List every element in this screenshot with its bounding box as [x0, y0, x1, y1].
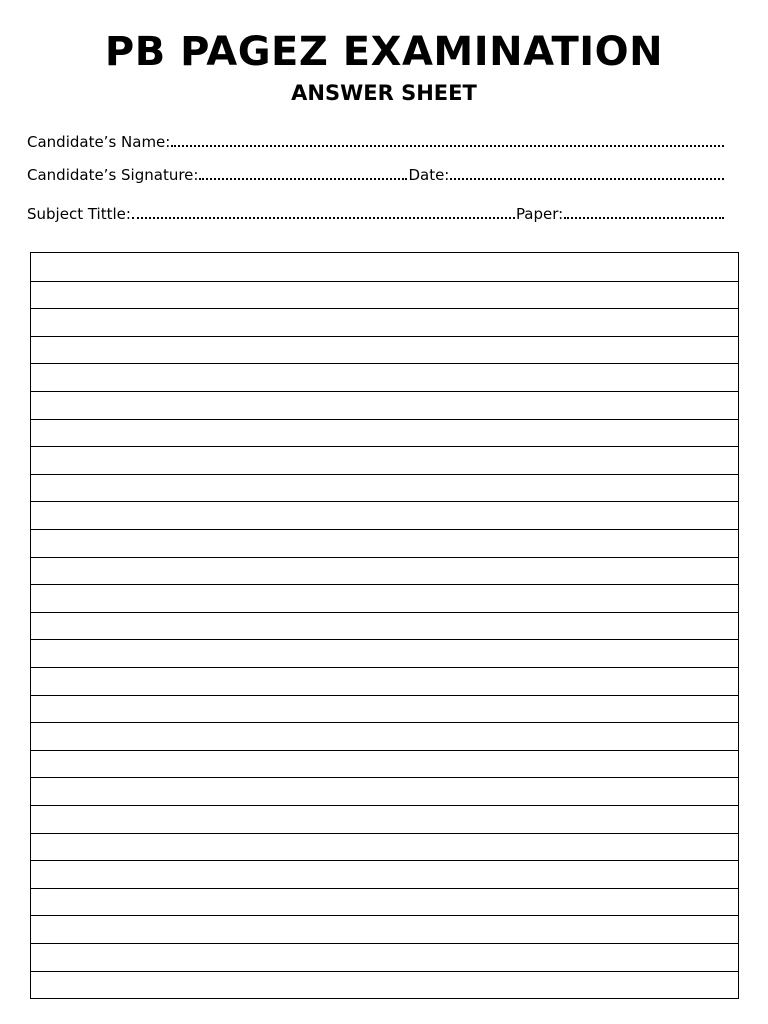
date-blank[interactable] — [450, 178, 724, 180]
ruled-line — [31, 943, 738, 944]
ruled-line — [31, 336, 738, 337]
subject-title-label: Subject Tittle: — [27, 205, 131, 223]
paper-label: Paper: — [515, 205, 564, 223]
ruled-line — [31, 860, 738, 861]
ruled-line — [31, 584, 738, 585]
candidate-signature-blank[interactable] — [199, 178, 407, 180]
ruled-line — [31, 695, 738, 696]
ruled-line — [31, 971, 738, 972]
paper-blank[interactable] — [564, 217, 724, 219]
ruled-line — [31, 777, 738, 778]
sheet-subtitle: ANSWER SHEET — [291, 81, 477, 105]
ruled-line — [31, 667, 738, 668]
ruled-line — [31, 833, 738, 834]
ruled-line — [31, 446, 738, 447]
ruled-line — [31, 501, 738, 502]
date-label: Date: — [408, 166, 450, 184]
ruled-line — [31, 557, 738, 558]
ruled-line — [31, 474, 738, 475]
answer-area[interactable] — [30, 252, 739, 999]
ruled-line — [31, 639, 738, 640]
ruled-line — [31, 419, 738, 420]
sheet-title: PB PAGEZ EXAMINATION — [104, 29, 664, 75]
candidate-name-row — [27, 131, 725, 151]
ruled-line — [31, 722, 738, 723]
ruled-line — [31, 529, 738, 530]
candidate-name-label: Candidate’s Name: — [27, 133, 171, 151]
ruled-line — [31, 750, 738, 751]
ruled-line — [31, 363, 738, 364]
candidate-name-blank[interactable] — [171, 145, 724, 147]
ruled-line — [31, 888, 738, 889]
ruled-line — [31, 308, 738, 309]
subject-title-blank[interactable] — [132, 217, 515, 219]
signature-date-row — [27, 164, 725, 184]
ruled-line — [31, 805, 738, 806]
ruled-line — [31, 612, 738, 613]
ruled-line — [31, 915, 738, 916]
ruled-line — [31, 391, 738, 392]
ruled-line — [31, 281, 738, 282]
subject-paper-row — [27, 203, 725, 223]
candidate-signature-label: Candidate’s Signature: — [27, 166, 199, 184]
